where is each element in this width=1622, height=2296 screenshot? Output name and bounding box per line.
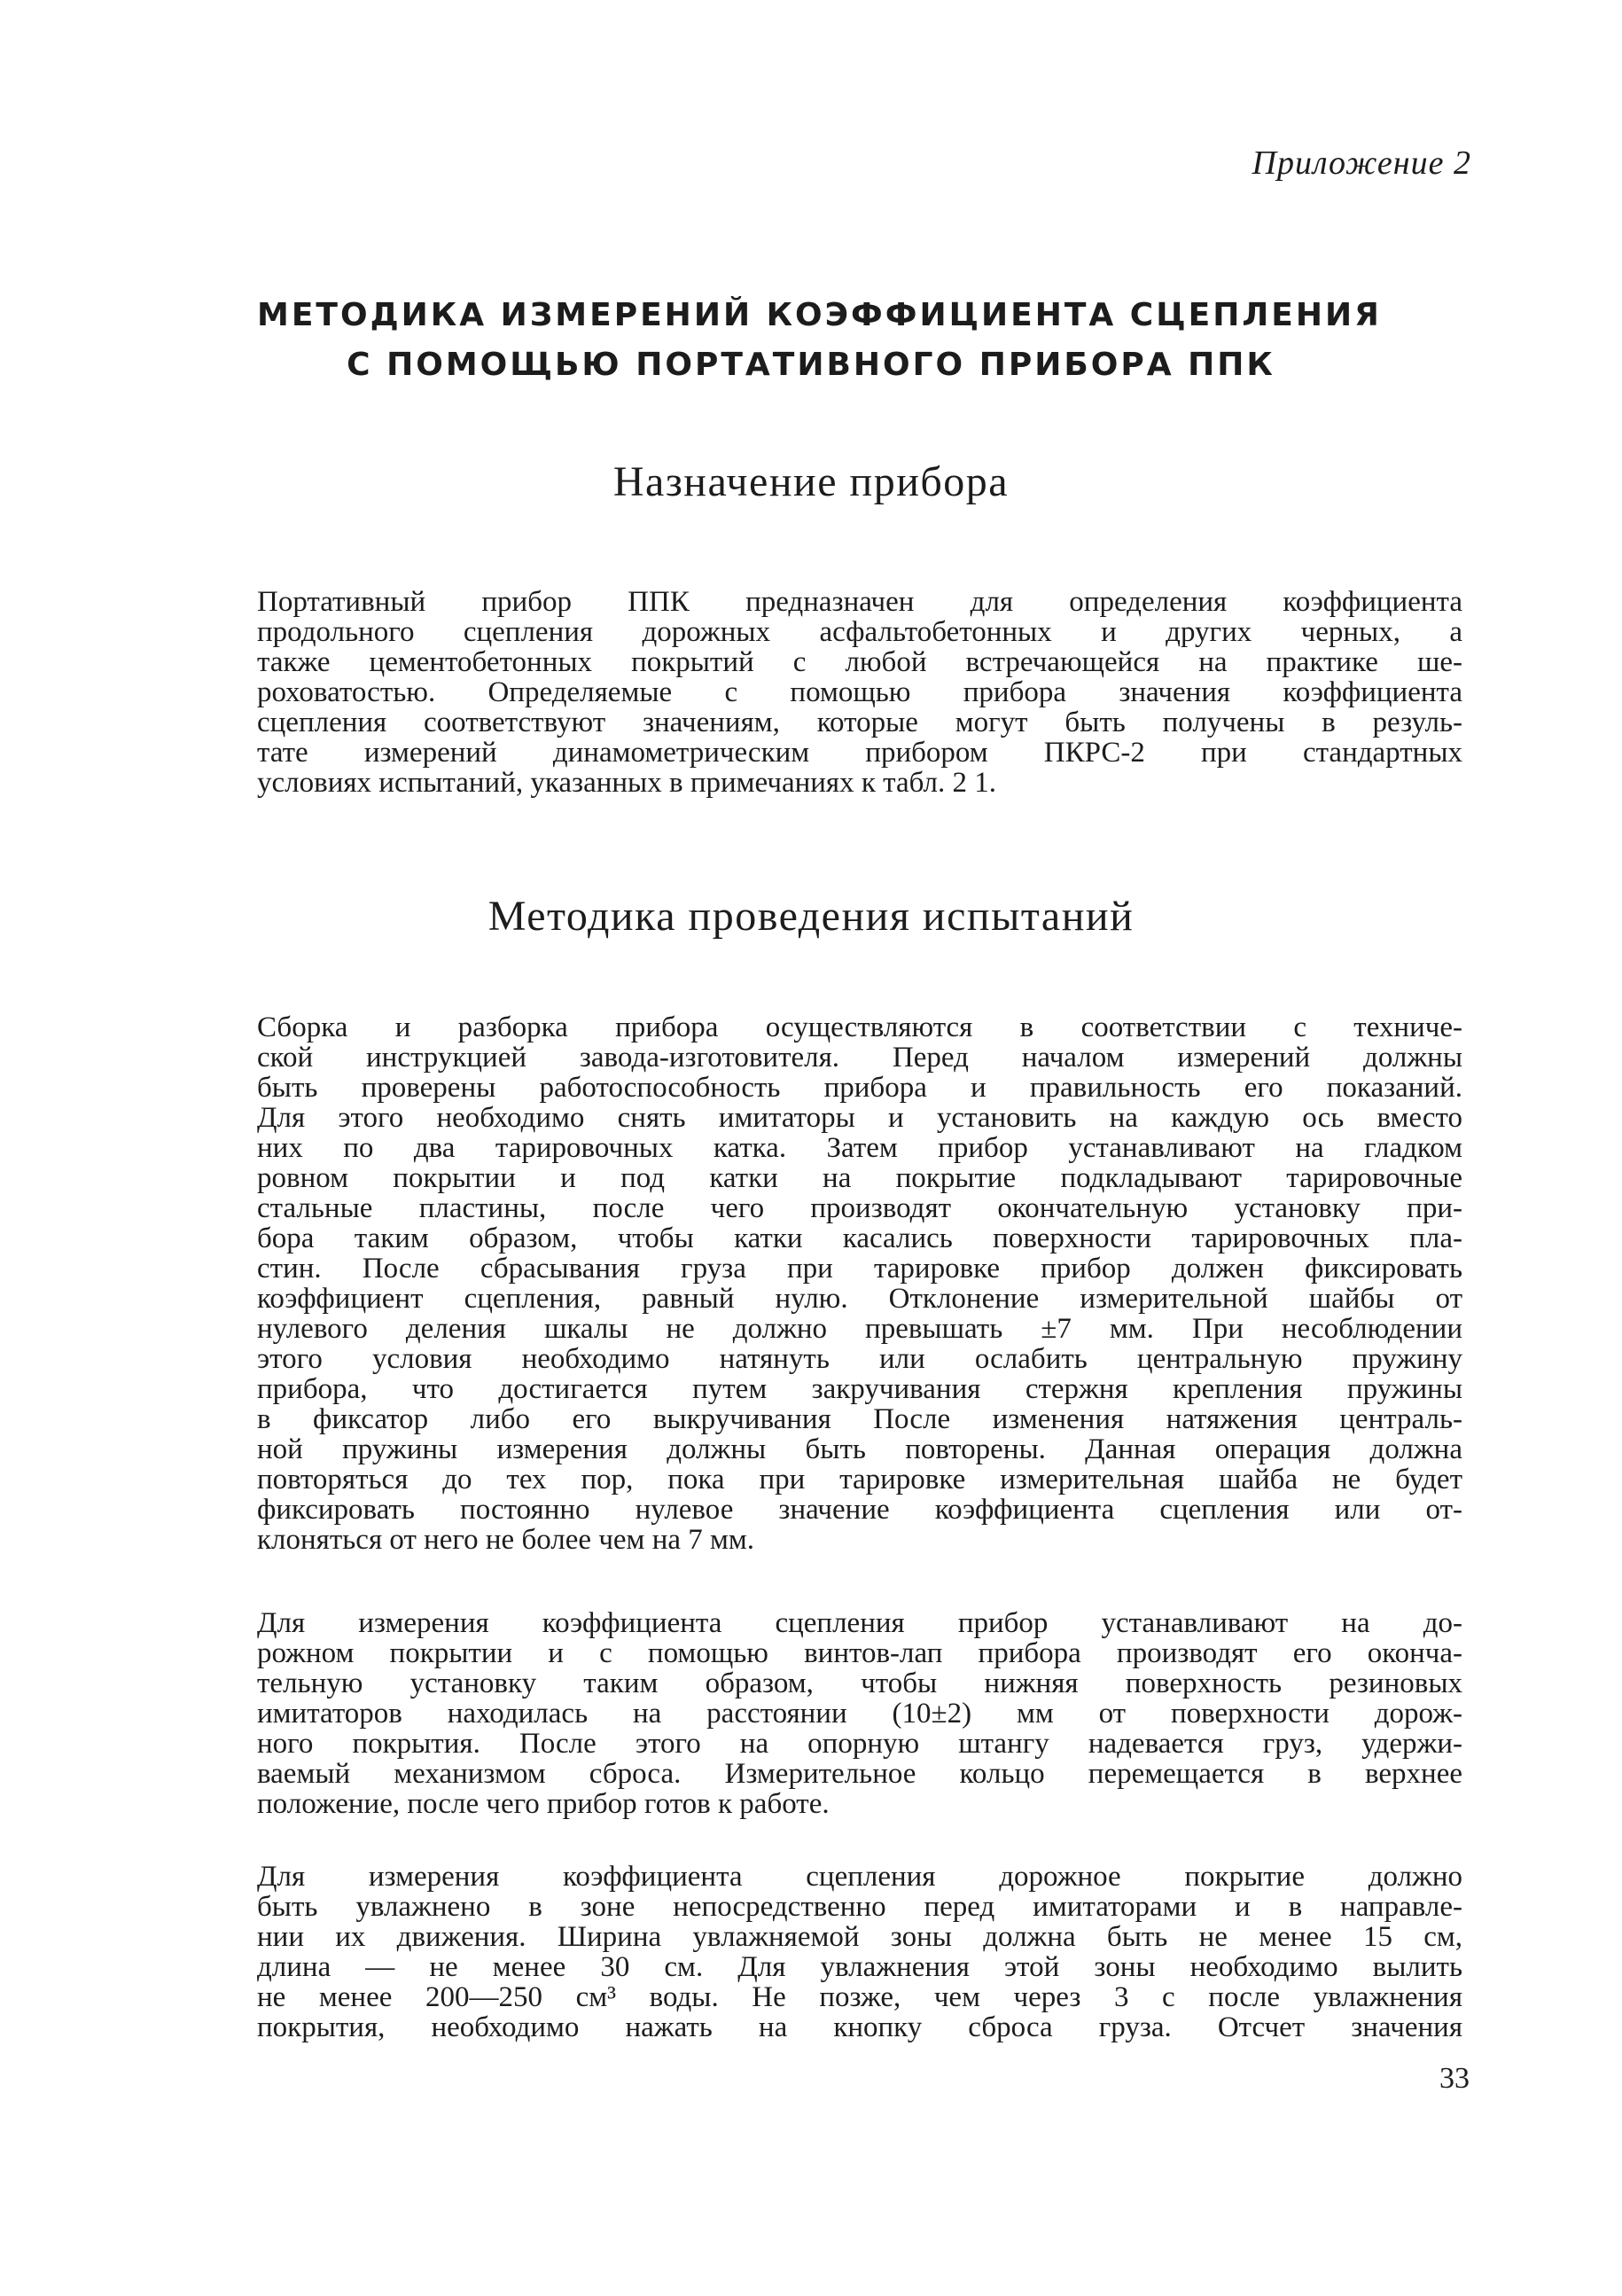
paragraph-wetting xyxy=(257,1862,1462,2042)
paragraph-calibration xyxy=(257,1012,1462,1555)
paragraph-line: покрытия, необходимо нажать на кнопку сброса груза. Отсчет значения xyxy=(257,2011,1462,2043)
paragraph-line: ской инструкцией завода-изготовителя. Перед началом измерений должны xyxy=(257,1042,1462,1074)
paragraph-line: коэффициент сцепления, равный нулю. Отклонение измерительной шайбы от xyxy=(257,1283,1462,1315)
paragraph-line: в фиксатор либо его выкручивания После изменения натяжения централь- xyxy=(257,1403,1462,1435)
paragraph-line: прибора, что достигается путем закручивания стержня крепления пружины xyxy=(257,1373,1462,1405)
paragraph-line: роховатостью. Определяемые с помощью прибора значения коэффициента xyxy=(257,676,1462,708)
paragraph-line: Для измерения коэффициента сцепления прибор устанавливают на до- xyxy=(257,1607,1462,1639)
paragraph-line: фиксировать постоянно нулевое значение коэффициента сцепления или от- xyxy=(257,1494,1462,1526)
paragraph-line: сцепления соответствуют значениям, которые могут быть получены в резуль- xyxy=(257,707,1462,738)
paragraph-line: имитаторов находилась на расстоянии (10±2) мм от поверхности дорож- xyxy=(257,1698,1462,1730)
paragraph-line: быть проверены работоспособность прибора и правильность его показаний. xyxy=(257,1072,1462,1104)
document-title-line-2: С ПОМОЩЬЮ ПОРТАТИВНОГО ПРИБОРА ППК xyxy=(347,347,1275,383)
paragraph-line: стин. После сбрасывания груза при тарировке прибор должен фиксировать xyxy=(257,1253,1462,1285)
appendix-label: Приложение 2 xyxy=(1252,144,1471,182)
page-number: 33 xyxy=(1439,2062,1470,2095)
paragraph-installation xyxy=(257,1608,1462,1819)
document-title xyxy=(257,291,1382,390)
paragraph-line: нии их движения. Ширина увлажняемой зоны должна быть не менее 15 см, xyxy=(257,1921,1462,1953)
paragraph-line: ной пружины измерения должны быть повторены. Данная операция должна xyxy=(257,1433,1462,1465)
paragraph-line: также цементобетонных покрытий с любой встречающейся на практике ше- xyxy=(257,646,1462,678)
section-heading-purpose: Назначение прибора xyxy=(612,458,1010,505)
paragraph-line: повторяться до тех пор, пока при тарировке измерительная шайба не будет xyxy=(257,1464,1462,1496)
paragraph-line: Для этого необходимо снять имитаторы и установить на каждую ось вместо xyxy=(257,1102,1462,1134)
paragraph-line: Для измерения коэффициента сцепления дорожное покрытие должно xyxy=(257,1861,1462,1893)
paragraph-line: Портативный прибор ППК предназначен для определения коэффициента xyxy=(257,586,1462,618)
paragraph-line: бора таким образом, чтобы катки касались поверхности тарировочных пла- xyxy=(257,1222,1462,1254)
paragraph-line: них по два тарировочных катка. Затем прибор устанавливают на гладком xyxy=(257,1132,1462,1164)
paragraph-line: ного покрытия. После этого на опорную штангу надевается груз, удержи- xyxy=(257,1728,1462,1760)
paragraph-line: положение, после чего прибор готов к работе. xyxy=(257,1788,830,1820)
paragraph-line: рожном покрытии и с помощью винтов-лап прибора производят его оконча- xyxy=(257,1637,1462,1669)
paragraph-line: тельную установку таким образом, чтобы нижняя поверхность резиновых xyxy=(257,1667,1462,1699)
paragraph-line: тате измерений динамометрическим прибором ПКРС-2 при стандартных xyxy=(257,737,1462,769)
paragraph-line: продольного сцепления дорожных асфальтобетонных и других черных, а xyxy=(257,616,1462,648)
section-heading-method: Методика проведения испытаний xyxy=(487,893,1135,940)
paragraph-line: не менее 200—250 см³ воды. Не позже, чем через 3 с после увлажнения xyxy=(257,1981,1462,2013)
paragraph-line: клоняться от него не более чем на 7 мм. xyxy=(257,1524,755,1556)
paragraph-line: длина — не менее 30 см. Для увлажнения этой зоны необходимо вылить xyxy=(257,1951,1462,1983)
document-title-line-1: МЕТОДИКА ИЗМЕРЕНИЙ КОЭФФИЦИЕНТА СЦЕПЛЕНИЯ xyxy=(257,297,1382,333)
paragraph-line: нулевого деления шкалы не должно превышать ±7 мм. При несоблюдении xyxy=(257,1313,1462,1345)
paragraph-line: ровном покрытии и под катки на покрытие подкладывают тарировочные xyxy=(257,1162,1462,1194)
paragraph-line: Сборка и разборка прибора осуществляются в соответствии с техниче- xyxy=(257,1011,1462,1043)
paragraph-purpose xyxy=(257,587,1462,798)
paragraph-line: стальные пластины, после чего производят окончательную установку при- xyxy=(257,1192,1462,1224)
paragraph-line: условиях испытаний, указанных в примечаниях к табл. 2 1. xyxy=(257,767,997,799)
paragraph-line: быть увлажнено в зоне непосредственно перед имитаторами и в направле- xyxy=(257,1891,1462,1923)
paragraph-line: ваемый механизмом сброса. Измерительное кольцо перемещается в верхнее xyxy=(257,1758,1462,1790)
paragraph-line: этого условия необходимо натянуть или ослабить центральную пружину xyxy=(257,1343,1462,1375)
